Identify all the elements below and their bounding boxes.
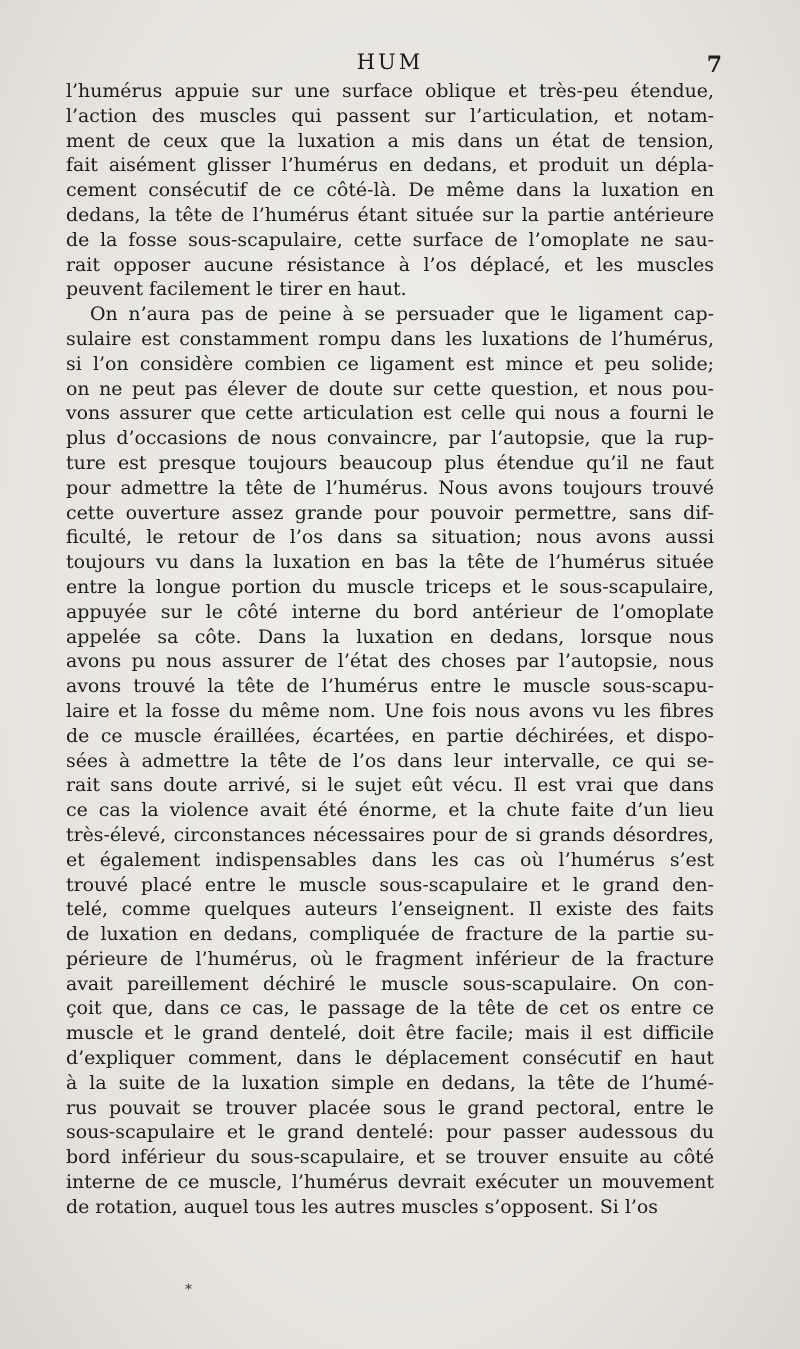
text-line: appuyée sur le côté interne du bord antérieur de l’omoplate	[66, 600, 714, 623]
printer-ornament: *	[185, 1282, 192, 1298]
text-line: çoit que, dans ce cas, le passage de la tête de cet os entre ce	[66, 997, 714, 1020]
text-line: si l’on considère combien ce ligament est mince et peu solide;	[66, 352, 714, 375]
text-line: sulaire est constamment rompu dans les luxations de l’humérus,	[66, 327, 714, 350]
text-line: cette ouverture assez grande pour pouvoir permettre, sans dif-	[66, 501, 714, 524]
text-line: dedans, la tête de l’humérus étant située sur la partie antérieure	[66, 203, 714, 226]
text-line: telé, comme quelques auteurs l’enseignent. Il existe des faits	[66, 898, 714, 921]
text-line: rait opposer aucune résistance à l’os déplacé, et les muscles	[66, 253, 714, 276]
text-line: ture est presque toujours beaucoup plus étendue qu’il ne faut	[66, 451, 714, 474]
text-line: muscle et le grand dentelé, doit être facile; mais il est difficile	[66, 1022, 714, 1045]
text-line: de la fosse sous-scapulaire, cette surface de l’omoplate ne sau-	[66, 228, 714, 251]
text-line: laire et la fosse du même nom. Une fois nous avons vu les fibres	[66, 699, 714, 722]
text-line: l’humérus appuie sur une surface oblique et très-peu étendue,	[66, 80, 714, 102]
text-line: plus d’occasions de nous convaincre, par l’autopsie, que la rup-	[66, 427, 714, 450]
text-line: cement consécutif de ce côté-là. De même dans la luxation en	[66, 179, 714, 202]
text-line: de luxation en dedans, compliquée de fracture de la partie su-	[66, 923, 714, 946]
text-line: très-élevé, circonstances nécessaires pour de si grands désordres,	[66, 823, 714, 846]
text-line: avait pareillement déchiré le muscle sous-scapulaire. On con-	[66, 972, 714, 995]
text-line: bord inférieur du sous-scapulaire, et se trouver ensuite au côté	[66, 1146, 714, 1169]
text-line: et également indispensables dans les cas où l’humérus s’est	[66, 848, 714, 871]
text-line: sées à admettre la tête de l’os dans leur intervalle, ce qui se-	[66, 749, 714, 772]
text-line: d’expliquer comment, dans le déplacement consécutif en haut	[66, 1047, 714, 1070]
text-line: interne de ce muscle, l’humérus devrait exécuter un mouvement	[66, 1171, 714, 1194]
text-line: rait sans doute arrivé, si le sujet eût vécu. Il est vrai que dans	[66, 774, 714, 797]
text-line: on ne peut pas élever de doute sur cette question, et nous pou-	[66, 377, 714, 400]
text-line: entre la longue portion du muscle triceps et le sous-scapulaire,	[66, 575, 714, 598]
text-line: de rotation, auquel tous les autres muscles s’opposent. Si l’os	[66, 1195, 658, 1218]
text-line: à la suite de la luxation simple en dedans, la tête de l’humé-	[66, 1071, 714, 1094]
paragraph	[66, 302, 714, 1219]
text-line: périeure de l’humérus, où le fragment inférieur de la fracture	[66, 947, 714, 970]
text-line: peuvent facilement le tirer en haut.	[66, 278, 407, 301]
page-number: 7	[706, 52, 722, 78]
text-line: ment de ceux que la luxation a mis dans un état de tension,	[66, 129, 714, 152]
paragraph	[66, 79, 714, 302]
text-line: pour admettre la tête de l’humérus. Nous avons toujours trouvé	[66, 476, 714, 499]
running-title: HUM	[356, 50, 424, 74]
running-head	[66, 50, 722, 78]
text-line: l’action des muscles qui passent sur l’articulation, et notam-	[66, 104, 714, 127]
text-line: de ce muscle éraillées, écartées, en partie déchirées, et dispo-	[66, 724, 714, 747]
text-line: On n’aura pas de peine à se persuader que le ligament cap-	[90, 303, 714, 326]
body-text	[66, 79, 714, 1220]
text-line: fait aisément glisser l’humérus en dedans, et produit un dépla-	[66, 154, 714, 177]
text-line: ce cas la violence avait été énorme, et la chute faite d’un lieu	[66, 799, 714, 822]
text-line: avons trouvé la tête de l’humérus entre le muscle sous-scapu-	[66, 675, 714, 698]
text-line: ficulté, le retour de l’os dans sa situation; nous avons aussi	[66, 526, 714, 549]
text-line: trouvé placé entre le muscle sous-scapulaire et le grand den-	[66, 873, 714, 896]
text-line: toujours vu dans la luxation en bas la tête de l’humérus située	[66, 551, 714, 574]
text-line: appelée sa côte. Dans la luxation en dedans, lorsque nous	[66, 625, 714, 648]
text-line: rus pouvait se trouver placée sous le grand pectoral, entre le	[66, 1096, 714, 1119]
text-line: sous-scapulaire et le grand dentelé: pour passer audessous du	[66, 1121, 714, 1144]
text-line: avons pu nous assurer de l’état des choses par l’autopsie, nous	[66, 650, 714, 673]
text-line: vons assurer que cette articulation est celle qui nous a fourni le	[66, 402, 714, 425]
